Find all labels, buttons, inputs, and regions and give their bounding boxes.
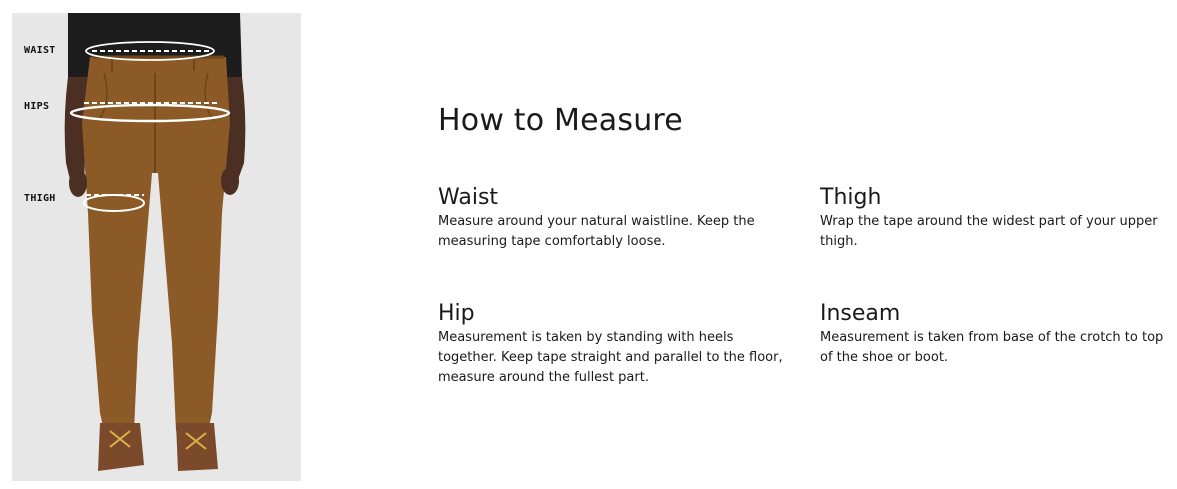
inseam-heading: Inseam — [820, 301, 901, 326]
thigh-heading: Thigh — [820, 185, 882, 210]
waist-label: WAIST — [24, 45, 56, 56]
hip-description: Measurement is taken by standing with heels together. Keep tape straight and parallel to the floor, measure around the fullest part. — [438, 330, 783, 385]
waist-section — [438, 184, 788, 252]
left-boot — [98, 423, 144, 471]
inseam-section — [820, 300, 1170, 368]
thigh-description: Wrap the tape around the widest part of your upper thigh. — [820, 214, 1158, 249]
inseam-description: Measurement is taken from base of the crotch to top of the shoe or boot. — [820, 330, 1164, 365]
hip-section — [438, 300, 788, 388]
model-illustration — [12, 13, 301, 481]
waist-heading: Waist — [438, 185, 499, 210]
hips-label: HIPS — [24, 101, 50, 112]
page-title: How to Measure — [438, 103, 683, 138]
hip-heading: Hip — [438, 301, 475, 326]
measurement-figure — [12, 13, 301, 481]
right-boot — [176, 423, 218, 471]
waist-description: Measure around your natural waistline. Keep the measuring tape comfortably loose. — [438, 214, 755, 249]
measure-guide — [438, 0, 1177, 489]
thigh-section — [820, 184, 1170, 252]
thigh-label: THIGH — [24, 193, 56, 204]
